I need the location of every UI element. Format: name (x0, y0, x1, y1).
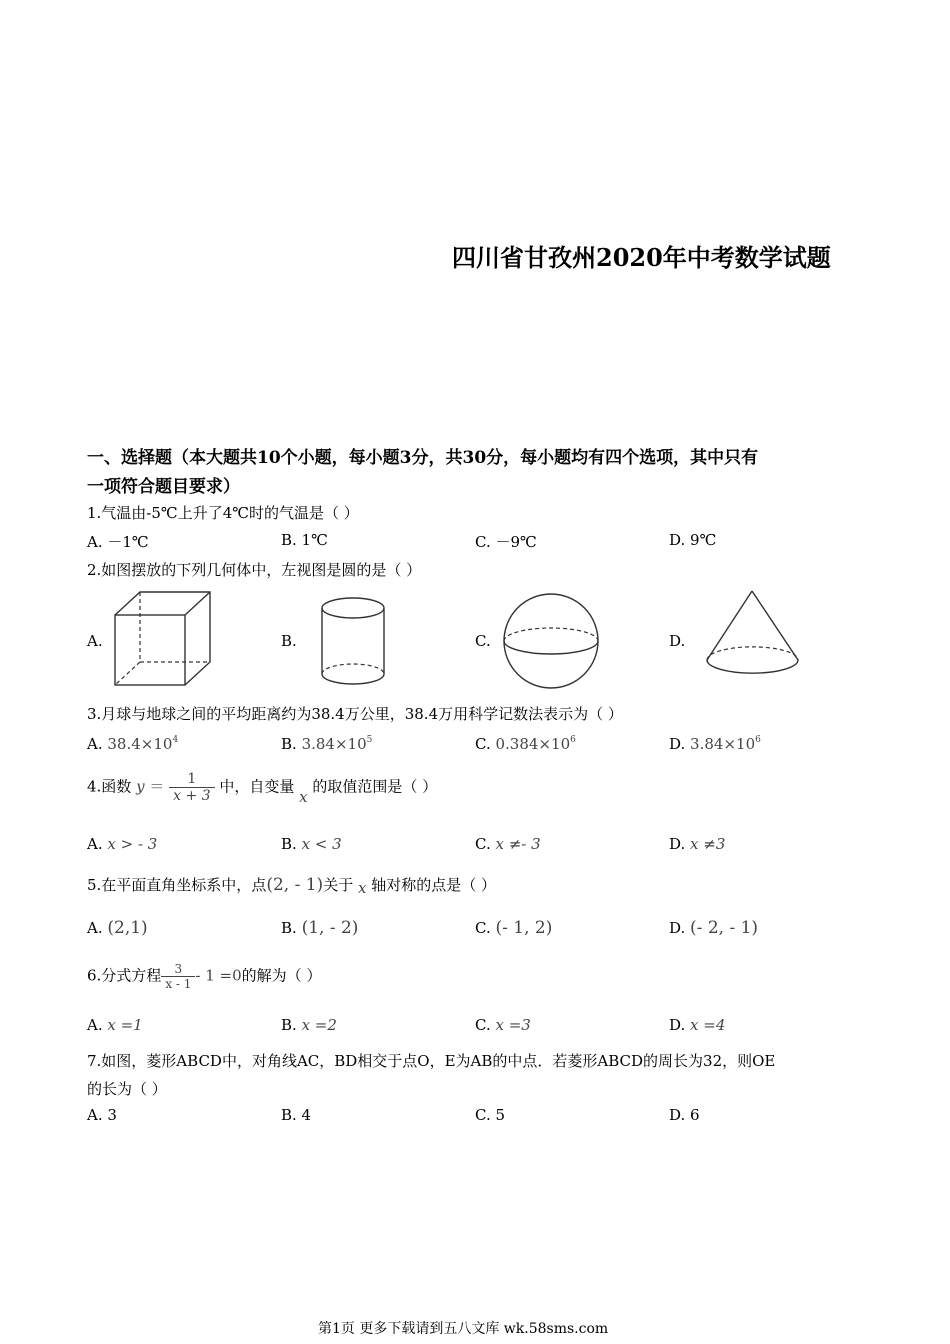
q6-option-c: C. x =3 (475, 1016, 531, 1034)
q4-option-a: A. x > - 3 (87, 835, 158, 853)
question-6: 6.分式方程 $\frac{3}{x - 1}$ - 1 =0的解为（ ） (87, 962, 322, 991)
sphere-figure (500, 592, 604, 692)
page-title: 四川省甘孜州2020年中考数学试题 (452, 243, 831, 272)
q6-option-a: A. x =1 (87, 1016, 143, 1034)
q2-option-b: B. (281, 632, 297, 650)
q5-option-b: B. (1, - 2) (281, 918, 359, 938)
q6-option-b: B. x =2 (281, 1016, 337, 1034)
q3-option-c: C. $0.384\times 10^6$ (475, 735, 576, 753)
cylinder-figure (318, 594, 390, 690)
q1-option-a: A. －1℃ (87, 533, 149, 551)
q4-option-b: B. x < 3 (281, 835, 342, 853)
q3-option-a: A. $38.4\times 10^4$ (87, 735, 179, 753)
cone-figure (703, 588, 803, 680)
q2-option-d: D. (669, 632, 686, 650)
q7-option-d: D. 6 (669, 1106, 700, 1124)
q2-option-c: C. (475, 632, 491, 650)
q5-option-a: A. (2,1) (87, 918, 148, 938)
q5-option-c: C. (- 1, 2) (475, 918, 553, 938)
q3-option-b: B. $3.84\times 10^5$ (281, 735, 373, 753)
cube-figure (110, 588, 215, 690)
q6-option-d: D. x =4 (669, 1016, 726, 1034)
section-heading-line2: 一项符合题目要求） (87, 477, 240, 497)
q4-option-d: D. x ≠3 (669, 835, 726, 853)
q4-option-c: C. x ≠- 3 (475, 835, 541, 853)
q4-fraction: $\frac{1}{x + 3}$ (169, 771, 214, 804)
q2-option-a: A. (87, 632, 103, 650)
question-1: 1.气温由-5℃上升了4℃时的气温是（ ） (87, 504, 359, 522)
question-7-line2: 的长为（ ） (87, 1080, 167, 1098)
question-4: 4.函数 y ＝ $\frac{1}{x + 3}$ 中，自变量 x 的取值范围是（ ） (87, 771, 438, 806)
q7-option-c: C. 5 (475, 1106, 506, 1124)
section-heading-line1: 一、选择题（本大题共10个小题，每小题3分，共30分，每小题均有四个选项，其中只有 (87, 448, 759, 468)
q3-option-d: D. $3.84\times 10^6$ (669, 735, 761, 753)
q7-option-b: B. 4 (281, 1106, 312, 1124)
question-5: 5.在平面直角坐标系中，点(2, - 1)关于 x 轴对称的点是（ ） (87, 875, 497, 897)
q6-fraction: $\frac{3}{x - 1}$ (161, 962, 195, 991)
question-7-line1: 7.如图，菱形ABCD中，对角线AC，BD相交于点O，E为AB的中点．若菱形ABCD的周长为32，则OE (87, 1052, 776, 1070)
q1-option-d: D. 9℃ (669, 531, 717, 549)
question-3: 3.月球与地球之间的平均距离约为38.4万公里，38.4万用科学记数法表示为（ ） (87, 705, 623, 723)
q7-option-a: A. 3 (87, 1106, 117, 1124)
question-2: 2.如图摆放的下列几何体中，左视图是圆的是（ ） (87, 561, 422, 579)
q1-option-b: B. 1℃ (281, 531, 328, 549)
q5-option-d: D. (- 2, - 1) (669, 918, 759, 938)
q1-option-c: C. －9℃ (475, 533, 537, 551)
page-footer: 第1页 更多下载请到五八文库 wk.58sms.com (318, 1321, 609, 1337)
